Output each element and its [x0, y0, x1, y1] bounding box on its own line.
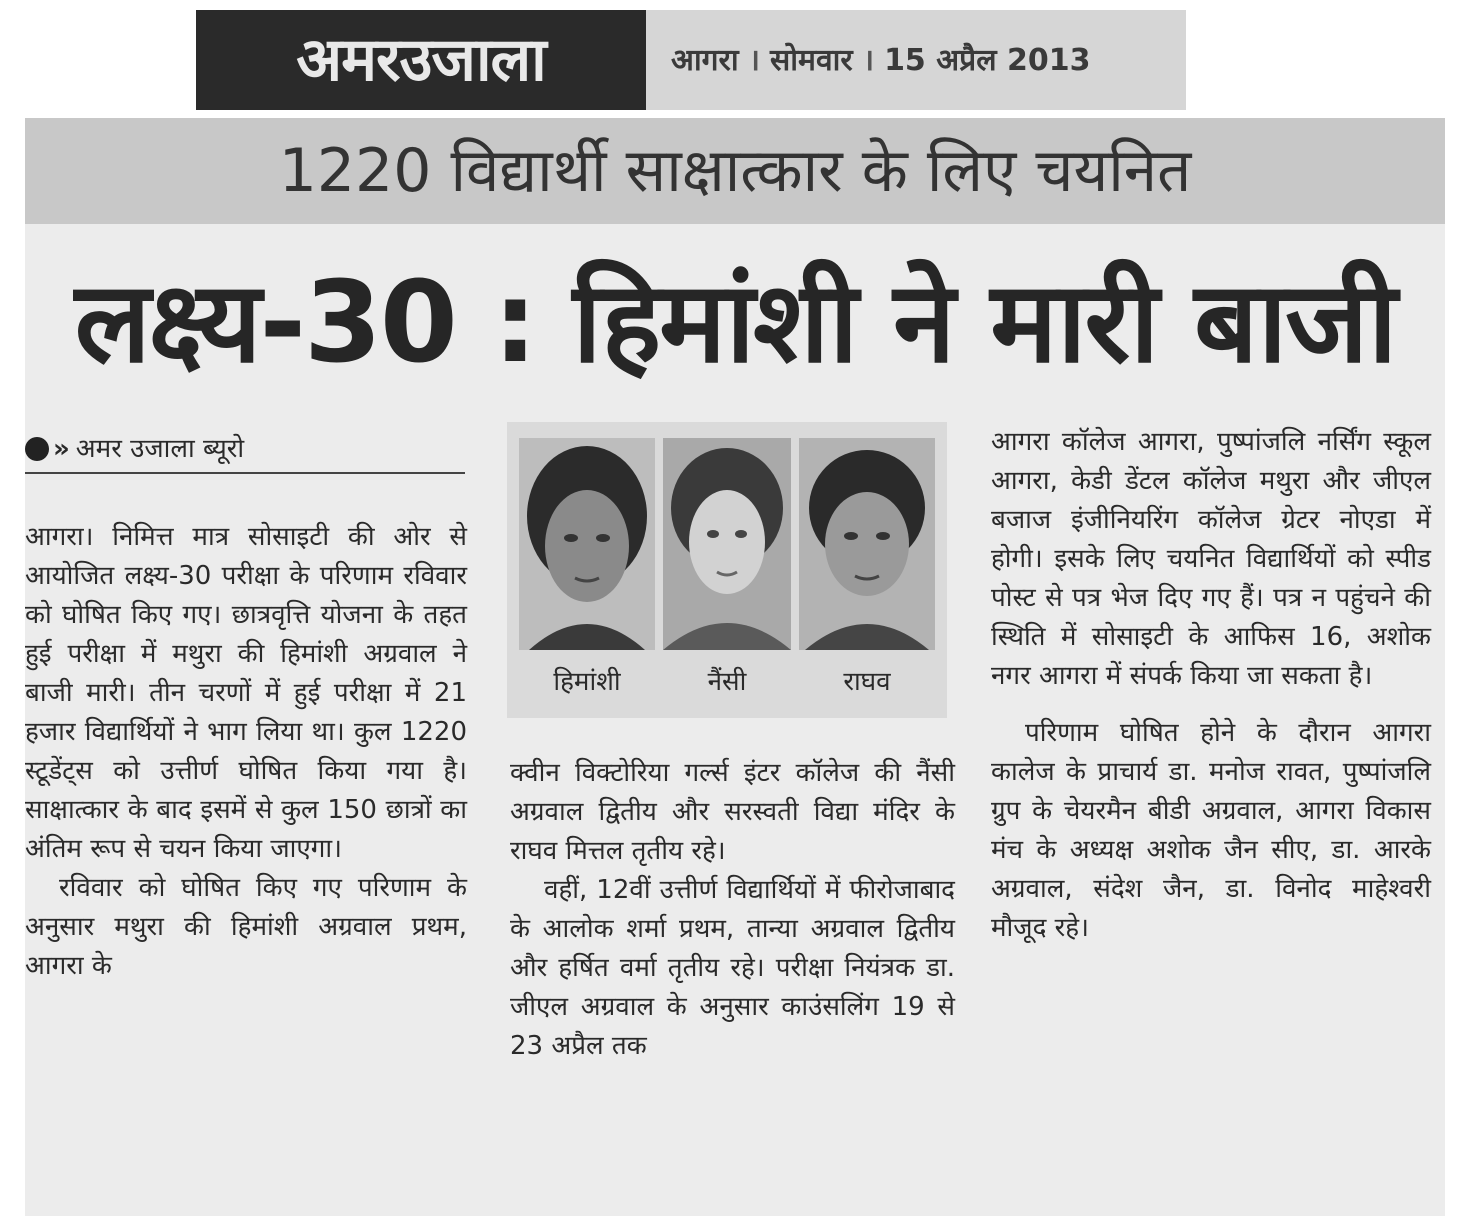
photo-nancy	[663, 438, 791, 650]
byline	[25, 430, 465, 474]
byline-arrow: »	[53, 434, 70, 464]
newspaper-logo: अमरउजाला	[196, 10, 646, 110]
bullet-icon	[25, 437, 49, 461]
dateline-date: 15 अप्रैल 2013	[884, 43, 1091, 78]
article-column-3	[991, 423, 1431, 948]
dateline-day: सोमवार	[769, 43, 853, 78]
byline-text: अमर उजाला ब्यूरो	[75, 434, 245, 464]
portrait-icon	[519, 438, 655, 650]
paragraph: परिणाम घोषित होने के दौरान आगरा कालेज के प्राचार्य डा. मनोज रावत, पुष्पांजलि ग्रुप के चेयरमैन बीडी अग्रवाल, आगरा विकास मंच के अध्यक्ष अशोक जैन सीए, डा. आरके अग्रवाल, संदेश जैन, डा. विनोद माहेश्वरी मौजूद रहे।	[991, 718, 1431, 943]
paragraph: वहीं, 12वीं उत्तीर्ण विद्यार्थियों में फीरोजाबाद के आलोक शर्मा प्रथम, तान्या अग्रवाल द्वितीय और हर्षित वर्मा तृतीय रहे। परीक्षा नियंत्रक डा. जीएल अग्रवाल के अनुसार काउंसलिंग 19 से 23 अप्रैल तक	[510, 875, 955, 1061]
article-headline: लक्ष्य-30 : हिमांशी ने मारी बाजी	[74, 258, 1396, 388]
news-clipping	[25, 118, 1445, 1216]
portrait-icon	[663, 438, 791, 650]
photo-caption: नैंसी	[707, 667, 747, 697]
photo-caption: राघव	[843, 667, 891, 697]
paragraph: आगरा कॉलेज आगरा, पुष्पांजलि नर्सिंग स्कूल आगरा, केडी डेंटल कॉलेज मथुरा और जीएल बजाज इंजीनियरिंग कॉलेज ग्रेटर नोएडा में होगी। इसके लिए चयनित विद्यार्थियों को स्पीड पोस्ट से पत्र भेज दिए गए हैं। पत्र न पहुंचने की स्थिति में सोसाइटी के आफिस 16, अशोक नगर आगरा में संपर्क किया जा सकता है।	[991, 427, 1431, 691]
article-column-1	[25, 518, 467, 986]
portrait-icon	[799, 438, 935, 650]
dateline-separator: ।	[748, 43, 760, 78]
paragraph: रविवार को घोषित किए गए परिणाम के अनुसार मथुरा की हिमांशी अग्रवाल प्रथम, आगरा के	[25, 873, 467, 981]
dateline-separator: ।	[862, 43, 875, 78]
article-subheadline: 1220 विद्यार्थी साक्षात्कार के लिए चयनित	[25, 118, 1445, 224]
photo-raghav	[799, 438, 935, 650]
paragraph: आगरा। निमित्त मात्र सोसाइटी की ओर से आयोजित लक्ष्य-30 परीक्षा के परिणाम रविवार को घोषित किए गए। छात्रवृत्ति योजना के तहत हुई परीक्षा में मथुरा की हिमांशी अग्रवाल ने बाजी मारी। तीन चरणों में हुई परीक्षा में 21 हजार विद्यार्थियों ने भाग लिया था। कुल 1220 स्टूडेंट्स को उत्तीर्ण घोषित किया गया है। साक्षात्कार के बाद इसमें से कुल 150 छात्रों का अंतिम रूप से चयन किया जाएगा।	[25, 522, 467, 864]
dateline-city: आगरा	[671, 43, 739, 78]
photo-caption: हिमांशी	[553, 667, 621, 697]
photo-strip	[507, 422, 947, 718]
article-column-2	[510, 754, 955, 1066]
paragraph: क्वीन विक्टोरिया गर्ल्स इंटर कॉलेज की नैंसी अग्रवाल द्वितीय और सरस्वती विद्या मंदिर के राघव मित्तल तृतीय रहे।	[510, 758, 955, 866]
dateline	[671, 38, 1091, 79]
newspaper-masthead	[196, 10, 1186, 110]
photo-himanshi	[519, 438, 655, 650]
